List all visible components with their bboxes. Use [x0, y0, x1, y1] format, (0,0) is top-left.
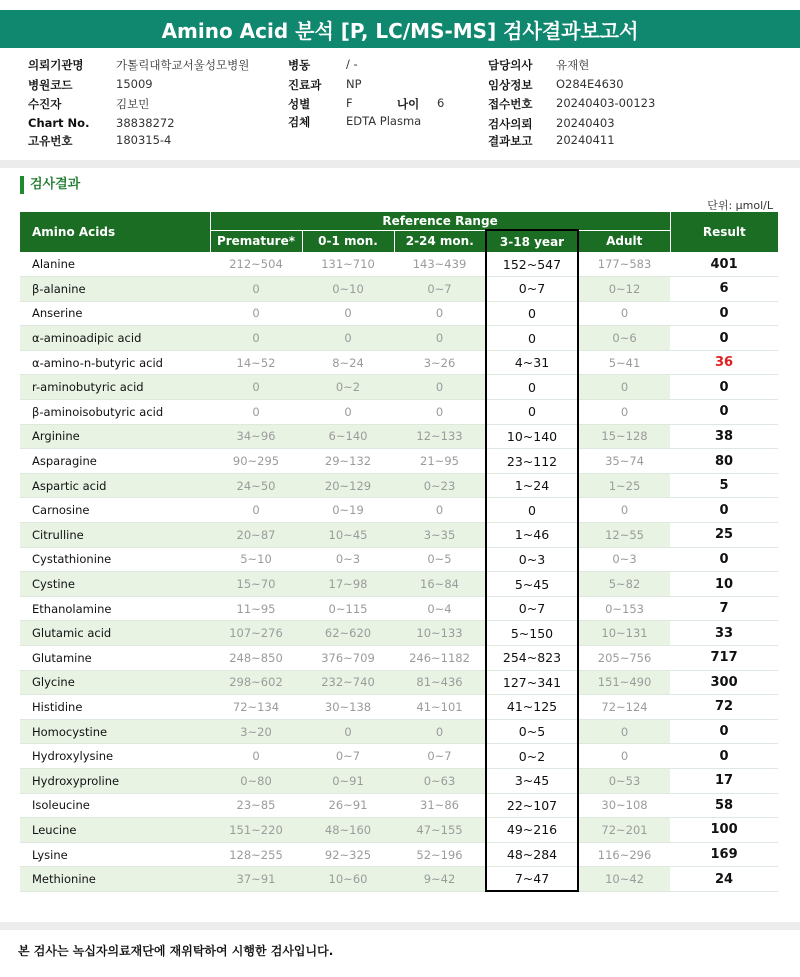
range-0-1-mon: 0~19: [302, 498, 394, 523]
info-value: 38838272: [116, 116, 175, 130]
result-value: 300: [670, 670, 778, 695]
amino-acid-name: Glutamic acid: [20, 621, 210, 646]
info-value: 20240403-00123: [556, 96, 656, 110]
info-label: 검체: [288, 115, 311, 129]
range-0-1-mon: 0: [302, 719, 394, 744]
result-value: 17: [670, 768, 778, 793]
range-0-1-mon: 0: [302, 326, 394, 351]
result-value: 0: [670, 744, 778, 769]
info-value: 가톨릭대학교서울성모병원: [116, 58, 250, 72]
range-3-18-year: 23~112: [486, 449, 578, 474]
range-3-18-year: 0~5: [486, 719, 578, 744]
range-premature: 72~134: [210, 695, 302, 720]
table-row: [20, 547, 778, 572]
info-label: 검사의뢰: [488, 117, 533, 131]
result-value: 169: [670, 842, 778, 867]
range-adult: 0: [578, 498, 670, 523]
range-0-1-mon: 0~115: [302, 596, 394, 621]
amino-acid-name: Carnosine: [20, 498, 210, 523]
info-label: 성별: [288, 97, 311, 111]
amino-acid-name: Asparagine: [20, 449, 210, 474]
range-3-18-year: 152~547: [486, 252, 578, 277]
table-row: [20, 523, 778, 548]
range-premature: 20~87: [210, 523, 302, 548]
result-value: 38: [670, 424, 778, 449]
range-0-1-mon: 48~160: [302, 818, 394, 843]
table-row: [20, 498, 778, 523]
range-premature: 0: [210, 277, 302, 302]
amino-acid-name: Cystine: [20, 572, 210, 597]
range-0-1-mon: 6~140: [302, 424, 394, 449]
header-amino-acids: Amino Acids: [20, 212, 210, 252]
range-premature: 0: [210, 301, 302, 326]
amino-acid-name: α-aminoadipic acid: [20, 326, 210, 351]
result-value: 0: [670, 326, 778, 351]
range-3-18-year: 0: [486, 301, 578, 326]
range-premature: 34~96: [210, 424, 302, 449]
range-3-18-year: 22~107: [486, 793, 578, 818]
range-premature: 24~50: [210, 473, 302, 498]
range-adult: 0: [578, 719, 670, 744]
amino-acid-name: Alanine: [20, 252, 210, 277]
range-0-1-mon: 0: [302, 301, 394, 326]
range-3-18-year: 10~140: [486, 424, 578, 449]
range-adult: 5~82: [578, 572, 670, 597]
amino-acid-name: Aspartic acid: [20, 473, 210, 498]
range-2-24-mon: 0~63: [394, 768, 486, 793]
range-2-24-mon: 21~95: [394, 449, 486, 474]
range-0-1-mon: 26~91: [302, 793, 394, 818]
amino-acid-name: Arginine: [20, 424, 210, 449]
amino-acid-name: Hydroxylysine: [20, 744, 210, 769]
info-value: 180315-4: [116, 133, 172, 147]
result-value: 0: [670, 301, 778, 326]
range-premature: 212~504: [210, 252, 302, 277]
info-value: EDTA Plasma: [346, 114, 422, 128]
divider: [0, 160, 800, 168]
range-premature: 11~95: [210, 596, 302, 621]
result-value: 0: [670, 719, 778, 744]
range-3-18-year: 254~823: [486, 646, 578, 671]
info-value: / -: [346, 57, 358, 71]
range-adult: 30~108: [578, 793, 670, 818]
range-adult: 0~12: [578, 277, 670, 302]
range-3-18-year: 0: [486, 498, 578, 523]
info-value: 유재현: [556, 58, 590, 72]
range-0-1-mon: 17~98: [302, 572, 394, 597]
range-adult: 0~3: [578, 547, 670, 572]
info-value: 6: [437, 96, 445, 110]
range-adult: 0~153: [578, 596, 670, 621]
amino-acid-name: r-aminobutyric acid: [20, 375, 210, 400]
result-value: 24: [670, 867, 778, 892]
range-adult: 1~25: [578, 473, 670, 498]
result-value: 80: [670, 449, 778, 474]
range-premature: 0~80: [210, 768, 302, 793]
range-3-18-year: 48~284: [486, 842, 578, 867]
range-0-1-mon: 131~710: [302, 252, 394, 277]
amino-acid-name: Anserine: [20, 301, 210, 326]
range-premature: 248~850: [210, 646, 302, 671]
range-adult: 10~42: [578, 867, 670, 892]
info-label: 병원코드: [28, 78, 73, 92]
range-0-1-mon: 376~709: [302, 646, 394, 671]
range-3-18-year: 0: [486, 326, 578, 351]
divider: [0, 922, 800, 930]
range-2-24-mon: 47~155: [394, 818, 486, 843]
range-adult: 35~74: [578, 449, 670, 474]
table-row: [20, 424, 778, 449]
result-value: 100: [670, 818, 778, 843]
amino-acid-name: β-alanine: [20, 277, 210, 302]
range-2-24-mon: 0~4: [394, 596, 486, 621]
range-adult: 0: [578, 301, 670, 326]
range-adult: 10~131: [578, 621, 670, 646]
table-row: [20, 670, 778, 695]
range-3-18-year: 1~46: [486, 523, 578, 548]
range-0-1-mon: 20~129: [302, 473, 394, 498]
table-row: [20, 621, 778, 646]
range-0-1-mon: 0~10: [302, 277, 394, 302]
range-premature: 90~295: [210, 449, 302, 474]
range-adult: 0~53: [578, 768, 670, 793]
range-3-18-year: 0~7: [486, 277, 578, 302]
info-label: 수진자: [28, 97, 62, 111]
amino-acid-name: Cystathionine: [20, 547, 210, 572]
range-premature: 3~20: [210, 719, 302, 744]
range-2-24-mon: 0~7: [394, 744, 486, 769]
range-premature: 15~70: [210, 572, 302, 597]
range-0-1-mon: 10~45: [302, 523, 394, 548]
range-2-24-mon: 3~26: [394, 350, 486, 375]
range-3-18-year: 5~45: [486, 572, 578, 597]
info-value: F: [346, 96, 353, 110]
result-value: 36: [670, 350, 778, 375]
range-adult: 116~296: [578, 842, 670, 867]
range-3-18-year: 0~3: [486, 547, 578, 572]
info-value: O284E4630: [556, 77, 624, 91]
header-3-18-year: 3-18 year: [486, 230, 578, 252]
range-adult: 0: [578, 375, 670, 400]
range-2-24-mon: 0~7: [394, 277, 486, 302]
range-2-24-mon: 9~42: [394, 867, 486, 892]
range-3-18-year: 0~2: [486, 744, 578, 769]
table-row: [20, 768, 778, 793]
range-0-1-mon: 0~91: [302, 768, 394, 793]
unit-label: 단위: μmol/L: [707, 199, 773, 212]
range-0-1-mon: 0~3: [302, 547, 394, 572]
range-0-1-mon: 30~138: [302, 695, 394, 720]
range-0-1-mon: 0~2: [302, 375, 394, 400]
result-value: 58: [670, 793, 778, 818]
result-value: 6: [670, 277, 778, 302]
range-premature: 107~276: [210, 621, 302, 646]
header-reference-range: Reference Range: [210, 212, 670, 230]
range-2-24-mon: 0: [394, 375, 486, 400]
range-2-24-mon: 0: [394, 301, 486, 326]
range-2-24-mon: 143~439: [394, 252, 486, 277]
range-2-24-mon: 81~436: [394, 670, 486, 695]
table-row: [20, 867, 778, 892]
info-label: Chart No.: [28, 116, 90, 130]
table-row: [20, 473, 778, 498]
range-adult: 72~124: [578, 695, 670, 720]
range-2-24-mon: 0~5: [394, 547, 486, 572]
results-table: [20, 212, 778, 892]
range-premature: 128~255: [210, 842, 302, 867]
amino-acid-name: Lysine: [20, 842, 210, 867]
amino-acid-name: Leucine: [20, 818, 210, 843]
table-row: [20, 695, 778, 720]
range-2-24-mon: 0: [394, 719, 486, 744]
info-value: 김보민: [116, 97, 150, 111]
range-0-1-mon: 62~620: [302, 621, 394, 646]
range-premature: 37~91: [210, 867, 302, 892]
range-3-18-year: 4~31: [486, 350, 578, 375]
range-2-24-mon: 0~23: [394, 473, 486, 498]
range-premature: 0: [210, 326, 302, 351]
range-adult: 0: [578, 400, 670, 425]
patient-info: [0, 48, 800, 160]
amino-acid-name: Citrulline: [20, 523, 210, 548]
result-value: 33: [670, 621, 778, 646]
range-0-1-mon: 10~60: [302, 867, 394, 892]
table-row: [20, 646, 778, 671]
amino-acid-name: α-amino-n-butyric acid: [20, 350, 210, 375]
table-row: [20, 301, 778, 326]
result-value: 5: [670, 473, 778, 498]
range-premature: 298~602: [210, 670, 302, 695]
table-row: [20, 350, 778, 375]
table-row: [20, 744, 778, 769]
table-row: [20, 375, 778, 400]
result-value: 10: [670, 572, 778, 597]
table-row: [20, 252, 778, 277]
range-2-24-mon: 31~86: [394, 793, 486, 818]
header-result: Result: [670, 212, 778, 252]
table-row: [20, 400, 778, 425]
range-2-24-mon: 0: [394, 498, 486, 523]
range-premature: 0: [210, 744, 302, 769]
range-0-1-mon: 0~7: [302, 744, 394, 769]
table-row: [20, 326, 778, 351]
result-value: 25: [670, 523, 778, 548]
info-label: 나이: [397, 97, 420, 111]
range-3-18-year: 0: [486, 375, 578, 400]
range-adult: 0: [578, 744, 670, 769]
table-row: [20, 719, 778, 744]
range-2-24-mon: 0: [394, 326, 486, 351]
result-value: 7: [670, 596, 778, 621]
info-label: 결과보고: [488, 134, 533, 148]
range-2-24-mon: 10~133: [394, 621, 486, 646]
range-premature: 0: [210, 375, 302, 400]
table-row: [20, 572, 778, 597]
range-adult: 72~201: [578, 818, 670, 843]
info-value: 15009: [116, 77, 153, 91]
amino-acid-name: Histidine: [20, 695, 210, 720]
range-2-24-mon: 3~35: [394, 523, 486, 548]
range-premature: 14~52: [210, 350, 302, 375]
header-premature: Premature*: [210, 230, 302, 252]
section-title: 검사결과: [20, 176, 80, 194]
header-adult: Adult: [578, 230, 670, 252]
info-label: 접수번호: [488, 97, 533, 111]
range-premature: 0: [210, 498, 302, 523]
range-2-24-mon: 41~101: [394, 695, 486, 720]
range-2-24-mon: 0: [394, 400, 486, 425]
range-adult: 12~55: [578, 523, 670, 548]
range-3-18-year: 0~7: [486, 596, 578, 621]
range-premature: 23~85: [210, 793, 302, 818]
range-3-18-year: 0: [486, 400, 578, 425]
range-3-18-year: 7~47: [486, 867, 578, 892]
info-value: NP: [346, 77, 362, 91]
table-row: [20, 596, 778, 621]
amino-acid-name: Isoleucine: [20, 793, 210, 818]
amino-acid-name: Methionine: [20, 867, 210, 892]
table-row: [20, 277, 778, 302]
amino-acid-name: Glutamine: [20, 646, 210, 671]
result-value: 72: [670, 695, 778, 720]
range-3-18-year: 1~24: [486, 473, 578, 498]
range-3-18-year: 5~150: [486, 621, 578, 646]
range-2-24-mon: 52~196: [394, 842, 486, 867]
range-0-1-mon: 232~740: [302, 670, 394, 695]
range-3-18-year: 127~341: [486, 670, 578, 695]
range-adult: 15~128: [578, 424, 670, 449]
report-title: Amino Acid 분석 [P, LC/MS-MS] 검사결과보고서: [0, 10, 800, 48]
result-value: 717: [670, 646, 778, 671]
range-premature: 0: [210, 400, 302, 425]
table-row: [20, 842, 778, 867]
range-adult: 151~490: [578, 670, 670, 695]
range-adult: 0~6: [578, 326, 670, 351]
amino-acid-name: Glycine: [20, 670, 210, 695]
range-0-1-mon: 8~24: [302, 350, 394, 375]
result-value: 0: [670, 400, 778, 425]
info-label: 고유번호: [28, 134, 73, 148]
info-label: 임상정보: [488, 78, 533, 92]
range-adult: 177~583: [578, 252, 670, 277]
info-label: 병동: [288, 58, 311, 72]
info-label: 의뢰기관명: [28, 58, 84, 72]
result-value: 0: [670, 547, 778, 572]
header-2-24-mon: 2-24 mon.: [394, 230, 486, 252]
table-row: [20, 793, 778, 818]
range-3-18-year: 41~125: [486, 695, 578, 720]
footer-note: 본 검사는 녹십자의료재단에 재위탁하여 시행한 검사입니다.: [18, 944, 334, 958]
result-value: 0: [670, 498, 778, 523]
range-2-24-mon: 16~84: [394, 572, 486, 597]
result-value: 0: [670, 375, 778, 400]
info-value: 20240403: [556, 116, 615, 130]
info-label: 진료과: [288, 78, 322, 92]
range-3-18-year: 3~45: [486, 768, 578, 793]
table-row: [20, 818, 778, 843]
range-2-24-mon: 12~133: [394, 424, 486, 449]
amino-acid-name: Hydroxyproline: [20, 768, 210, 793]
range-premature: 151~220: [210, 818, 302, 843]
range-3-18-year: 49~216: [486, 818, 578, 843]
table-row: [20, 449, 778, 474]
range-2-24-mon: 246~1182: [394, 646, 486, 671]
header-0-1-mon: 0-1 mon.: [302, 230, 394, 252]
range-premature: 5~10: [210, 547, 302, 572]
range-0-1-mon: 0: [302, 400, 394, 425]
result-value: 401: [670, 252, 778, 277]
range-0-1-mon: 92~325: [302, 842, 394, 867]
amino-acid-name: Ethanolamine: [20, 596, 210, 621]
info-label: 담당의사: [488, 58, 533, 72]
amino-acid-name: Homocystine: [20, 719, 210, 744]
range-adult: 5~41: [578, 350, 670, 375]
range-0-1-mon: 29~132: [302, 449, 394, 474]
range-adult: 205~756: [578, 646, 670, 671]
amino-acid-name: β-aminoisobutyric acid: [20, 400, 210, 425]
info-value: 20240411: [556, 133, 615, 147]
results-body: [20, 252, 778, 891]
